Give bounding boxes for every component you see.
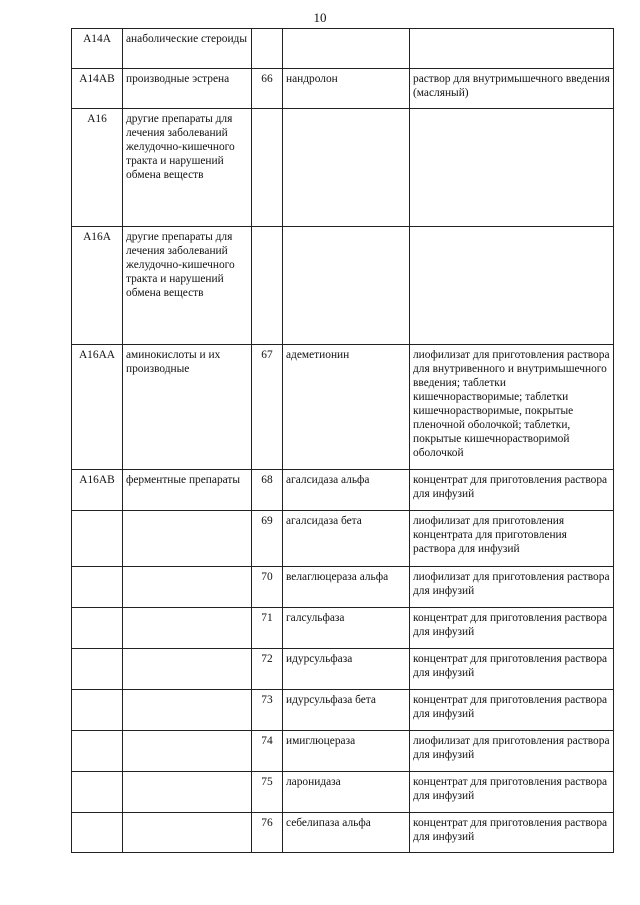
drug-name: идурсульфаза бета	[283, 690, 410, 731]
table-row	[72, 227, 614, 345]
dosage-form	[410, 29, 614, 69]
drug-number	[252, 227, 283, 345]
drug-number: 74	[252, 731, 283, 772]
group-name-continued	[123, 731, 252, 772]
group-name-continued	[123, 813, 252, 853]
drug-number: 76	[252, 813, 283, 853]
drug-name: агалсидаза альфа	[283, 470, 410, 511]
drug-number: 67	[252, 345, 283, 470]
drug-number	[252, 29, 283, 69]
dosage-form	[410, 227, 614, 345]
table-row	[72, 345, 614, 470]
table-row	[72, 813, 614, 853]
group-name: другие препараты для лечения заболеваний желудочно-кишечного тракта и нарушений обмена веществ	[123, 109, 252, 227]
drug-name: идурсульфаза	[283, 649, 410, 690]
table-row	[72, 731, 614, 772]
dosage-form	[410, 109, 614, 227]
atc-code-continued	[72, 813, 123, 853]
group-name-continued	[123, 649, 252, 690]
atc-code-continued	[72, 731, 123, 772]
table-row	[72, 29, 614, 69]
drug-name	[283, 109, 410, 227]
dosage-form: концентрат для приготовления раствора для инфузий	[410, 649, 614, 690]
drug-number	[252, 109, 283, 227]
table-row	[72, 608, 614, 649]
atc-code: A16	[72, 109, 123, 227]
drug-number: 70	[252, 567, 283, 608]
atc-code: A16AA	[72, 345, 123, 470]
drug-number: 71	[252, 608, 283, 649]
atc-code-continued	[72, 567, 123, 608]
table-row	[72, 649, 614, 690]
group-name-continued	[123, 608, 252, 649]
drug-number: 75	[252, 772, 283, 813]
atc-code: A16AB	[72, 470, 123, 511]
atc-code-continued	[72, 511, 123, 567]
dosage-form: концентрат для приготовления раствора для инфузий	[410, 772, 614, 813]
drug-name: агалсидаза бета	[283, 511, 410, 567]
dosage-form: раствор для внутримышечного введения (масляный)	[410, 69, 614, 109]
dosage-form: лиофилизат для приготовления раствора для внутривенного и внутримышечного введения; таблетки кишечнорастворимые; таблетки кишечнорастворимые, покрытые пленочной оболочкой; таблетки, покрытые кишечнорастворимой оболочкой	[410, 345, 614, 470]
group-name: другие препараты для лечения заболеваний желудочно-кишечного тракта и нарушений обмена веществ	[123, 227, 252, 345]
drug-name: ларонидаза	[283, 772, 410, 813]
group-name-continued	[123, 772, 252, 813]
drug-number: 73	[252, 690, 283, 731]
group-name-continued	[123, 567, 252, 608]
table-row	[72, 567, 614, 608]
drug-name: нандролон	[283, 69, 410, 109]
dosage-form: лиофилизат для приготовления раствора для инфузий	[410, 567, 614, 608]
dosage-form: лиофилизат для приготовления концентрата для приготовления раствора для инфузий	[410, 511, 614, 567]
table-row	[72, 109, 614, 227]
group-name: ферментные препараты	[123, 470, 252, 511]
drug-name: галсульфаза	[283, 608, 410, 649]
drug-name: велаглюцераза альфа	[283, 567, 410, 608]
drug-name	[283, 29, 410, 69]
atc-code-continued	[72, 690, 123, 731]
drug-name: себелипаза альфа	[283, 813, 410, 853]
dosage-form: концентрат для приготовления раствора для инфузий	[410, 690, 614, 731]
page-number: 10	[313, 10, 327, 25]
group-name: анаболические стероиды	[123, 29, 252, 69]
drug-number: 72	[252, 649, 283, 690]
dosage-form: концентрат для приготовления раствора для инфузий	[410, 470, 614, 511]
drug-number: 69	[252, 511, 283, 567]
drug-number: 66	[252, 69, 283, 109]
table-row	[72, 470, 614, 511]
atc-code-continued	[72, 649, 123, 690]
group-name: производные эстрена	[123, 69, 252, 109]
dosage-form: концентрат для приготовления раствора для инфузий	[410, 608, 614, 649]
dosage-form: лиофилизат для приготовления раствора для инфузий	[410, 731, 614, 772]
atc-code: A16A	[72, 227, 123, 345]
dosage-form: концентрат для приготовления раствора для инфузий	[410, 813, 614, 853]
drug-name: имиглюцераза	[283, 731, 410, 772]
atc-code: A14A	[72, 29, 123, 69]
drug-table	[71, 28, 614, 853]
table-row	[72, 772, 614, 813]
group-name-continued	[123, 690, 252, 731]
drug-name	[283, 227, 410, 345]
atc-code-continued	[72, 608, 123, 649]
atc-code: A14AB	[72, 69, 123, 109]
table-row	[72, 511, 614, 567]
drug-number: 68	[252, 470, 283, 511]
atc-code-continued	[72, 772, 123, 813]
group-name-continued	[123, 511, 252, 567]
table-row	[72, 690, 614, 731]
drug-name: адеметионин	[283, 345, 410, 470]
group-name: аминокислоты и их производные	[123, 345, 252, 470]
table-row	[72, 69, 614, 109]
